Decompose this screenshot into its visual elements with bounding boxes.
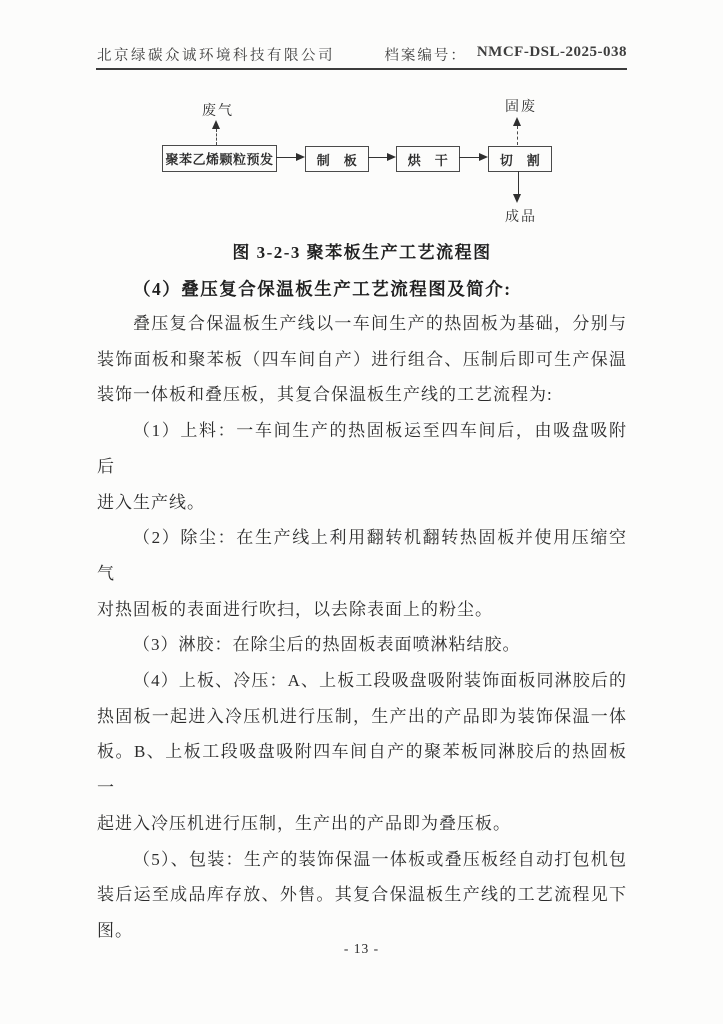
page-number: - 13 - [343,941,380,956]
text-line: （4）上板、冷压：A、上板工段吸盘吸附装饰面板同淋胶后的 [133,671,627,691]
paragraph [97,413,627,520]
paragraph [97,627,627,663]
text-line: 图。 [97,920,133,940]
text-line: 对热固板的表面进行吹扫，以去除表面上的粉尘。 [97,599,493,619]
waste-gas-dashed-arrow [216,129,217,145]
flow-box-pre-expansion: 聚苯乙烯颗粒预发 [162,145,277,172]
flow-box-board-forming: 制 板 [305,146,369,172]
text-line: 板。B、上板工段吸盘吸附四车间自产的聚苯板同淋胶后的热固板一 [97,742,627,798]
paragraph [97,663,627,842]
body-text [97,306,627,949]
header-company-name: 北京绿碳众诚环境科技有限公司 [97,48,335,64]
flow-arrow-line [459,157,479,158]
text-line: （3）淋胶：在除尘后的热固板表面喷淋粘结胶。 [133,635,521,655]
text-line: 叠压复合保温板生产线以一车间生产的热固板为基础，分别与 [133,314,627,333]
header-archive [384,44,627,65]
arrow-right-icon [479,153,488,161]
figure-caption: 图 3-2-3 聚苯板生产工艺流程图 [232,243,492,262]
solid-waste-label: 固废 [505,100,537,115]
text-line: （1）上料：一车间生产的热固板运至四车间后，由吸盘吸附后 [97,421,627,476]
arrow-up-icon [212,120,220,129]
paragraph [97,520,627,627]
text-line: 装饰一体板和叠压板，其复合保温板生产线的工艺流程为: [97,385,553,405]
flow-box-drying: 烘 干 [396,146,460,172]
flow-box-cutting: 切 割 [488,146,552,172]
paragraph [97,842,627,949]
arrow-up-icon [513,117,521,126]
archive-number-label: 档案编号： [384,48,467,64]
text-line: 热固板一起进入冷压机进行压制，生产出的产品即为装饰保温一体 [97,706,627,726]
flow-arrow-line [368,157,387,158]
text-line: （5）、包装：生产的装饰保温一体板或叠压板经自动打包机包 [133,849,627,869]
text-line: 装饰面板和聚苯板（四车间自产）进行组合、压制后即可生产保温 [97,349,627,369]
arrow-right-icon [387,153,396,161]
solid-waste-dashed-arrow [517,126,518,145]
text-line: （2）除尘：在生产线上利用翻转机翻转热固板并使用压缩空气 [97,528,627,583]
arrow-right-icon [296,153,305,161]
flow-arrow-line [276,157,296,158]
waste-gas-label: 废气 [202,104,234,119]
product-arrow-line [518,171,519,195]
text-line: 进入生产线。 [97,492,205,512]
arrow-down-icon [513,194,521,203]
text-line: 起进入冷压机进行压制，生产出的产品即为叠压板。 [97,813,511,833]
archive-number-value: NMCF-DSL-2025-038 [476,44,627,60]
section-heading: （4）叠压复合保温板生产工艺流程图及简介: [133,279,512,299]
header-rule [96,68,627,70]
text-line: 装后运至成品库存放、外售。其复合保温板生产线的工艺流程见下 [97,885,627,905]
product-label: 成品 [505,210,537,225]
paragraph [97,306,627,413]
